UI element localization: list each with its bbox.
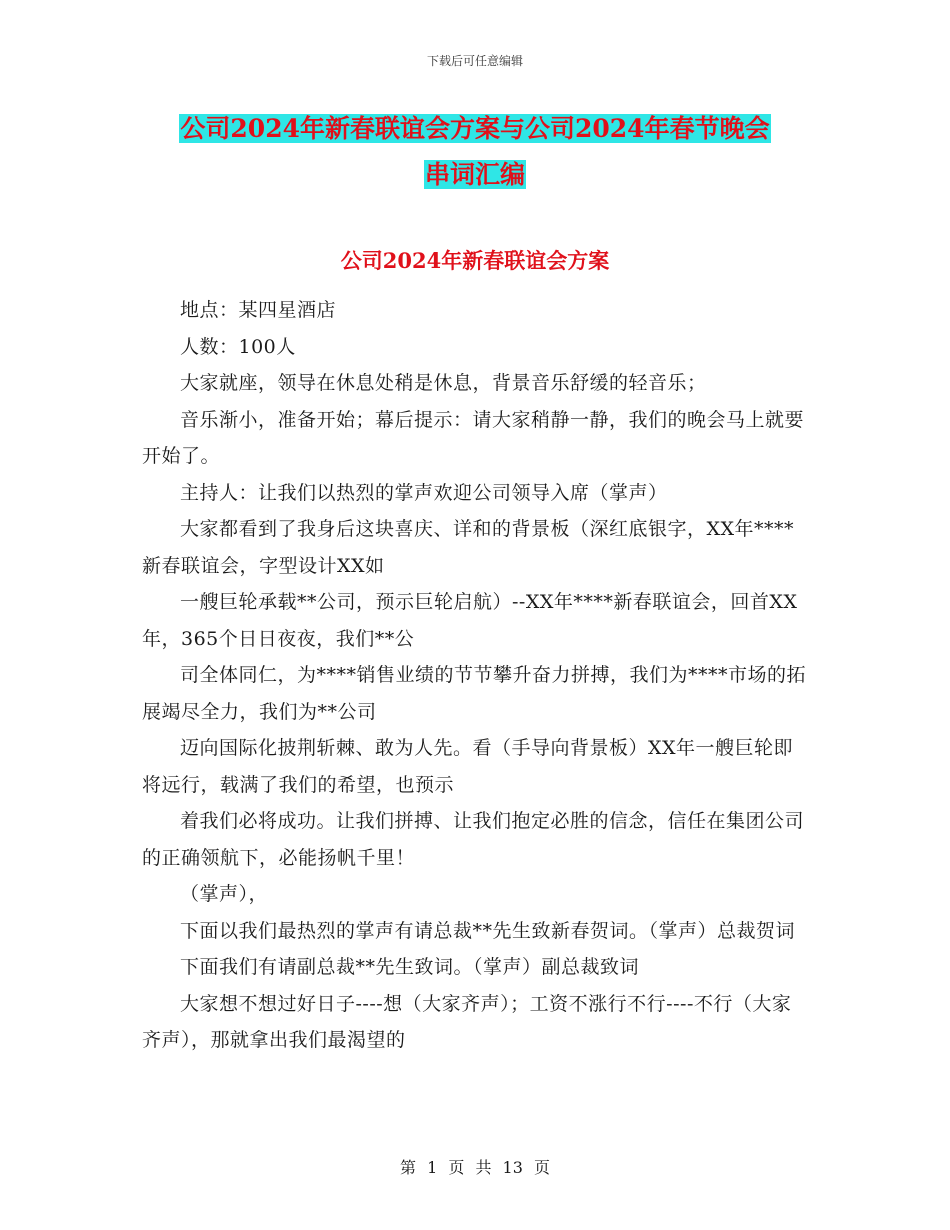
paragraph: 迈向国际化披荆斩棘、敢为人先。看（手导向背景板）XX年一艘巨轮即将远行，载满了我们的希望，也预示 bbox=[142, 737, 794, 796]
page-footer: 第 1 页 共 13 页 bbox=[400, 1158, 550, 1177]
paragraph: 司全体同仁，为****销售业绩的节节攀升奋力拼搏，我们为****市场的拓展竭尽全力，我们为**公司 bbox=[142, 664, 807, 723]
paragraph: 着我们必将成功。让我们拼搏、让我们抱定必胜的信念，信任在集团公司的正确领航下，必能扬帆千里！ bbox=[142, 810, 805, 869]
paragraph: 大家就座，领导在休息处稍是休息，背景音乐舒缓的轻音乐； bbox=[180, 372, 707, 394]
document-title-line-2 bbox=[0, 156, 950, 194]
paragraph: 下面以我们最热烈的掌声有请总裁**先生致新春贺词。（掌声）总裁贺词 bbox=[180, 919, 796, 942]
paragraph: （掌声）， bbox=[180, 883, 269, 905]
paragraph: 音乐渐小，准备开始；幕后提示：请大家稍静一静，我们的晚会马上就要开始了。 bbox=[142, 408, 805, 467]
paragraph: 大家想不想过好日子----想（大家齐声）；工资不涨行不行----不行（大家齐声），那就拿出我们最渴望的 bbox=[142, 992, 792, 1051]
paragraph: 下面我们有请副总裁**先生致词。（掌声）副总裁致词 bbox=[180, 956, 640, 978]
paragraph: 主持人：让我们以热烈的掌声欢迎公司领导入席（掌声） bbox=[180, 481, 668, 504]
paragraph: 大家都看到了我身后这块喜庆、详和的背景板（深红底银字，XX年****新春联谊会，字型设计XX如 bbox=[142, 518, 795, 577]
document-title-line-1 bbox=[0, 110, 950, 148]
paragraph: 一艘巨轮承载**公司，预示巨轮启航）--XX年****新春联谊会，回首XX年，365个日日夜夜，我们**公 bbox=[142, 591, 798, 650]
document-title-line-2-text: 串词汇编 bbox=[424, 160, 525, 189]
document-title-line-1-text: 公司2024年新春联谊会方案与公司2024年春节晚会 bbox=[180, 114, 770, 143]
body-text bbox=[142, 292, 810, 1059]
header-note: 下载后可任意编辑 bbox=[426, 54, 523, 68]
paragraph-attendance: 人数：100人 bbox=[180, 335, 296, 358]
paragraph-location: 地点：某四星酒店 bbox=[180, 299, 337, 321]
section-title: 公司2024年新春联谊会方案 bbox=[340, 248, 610, 273]
